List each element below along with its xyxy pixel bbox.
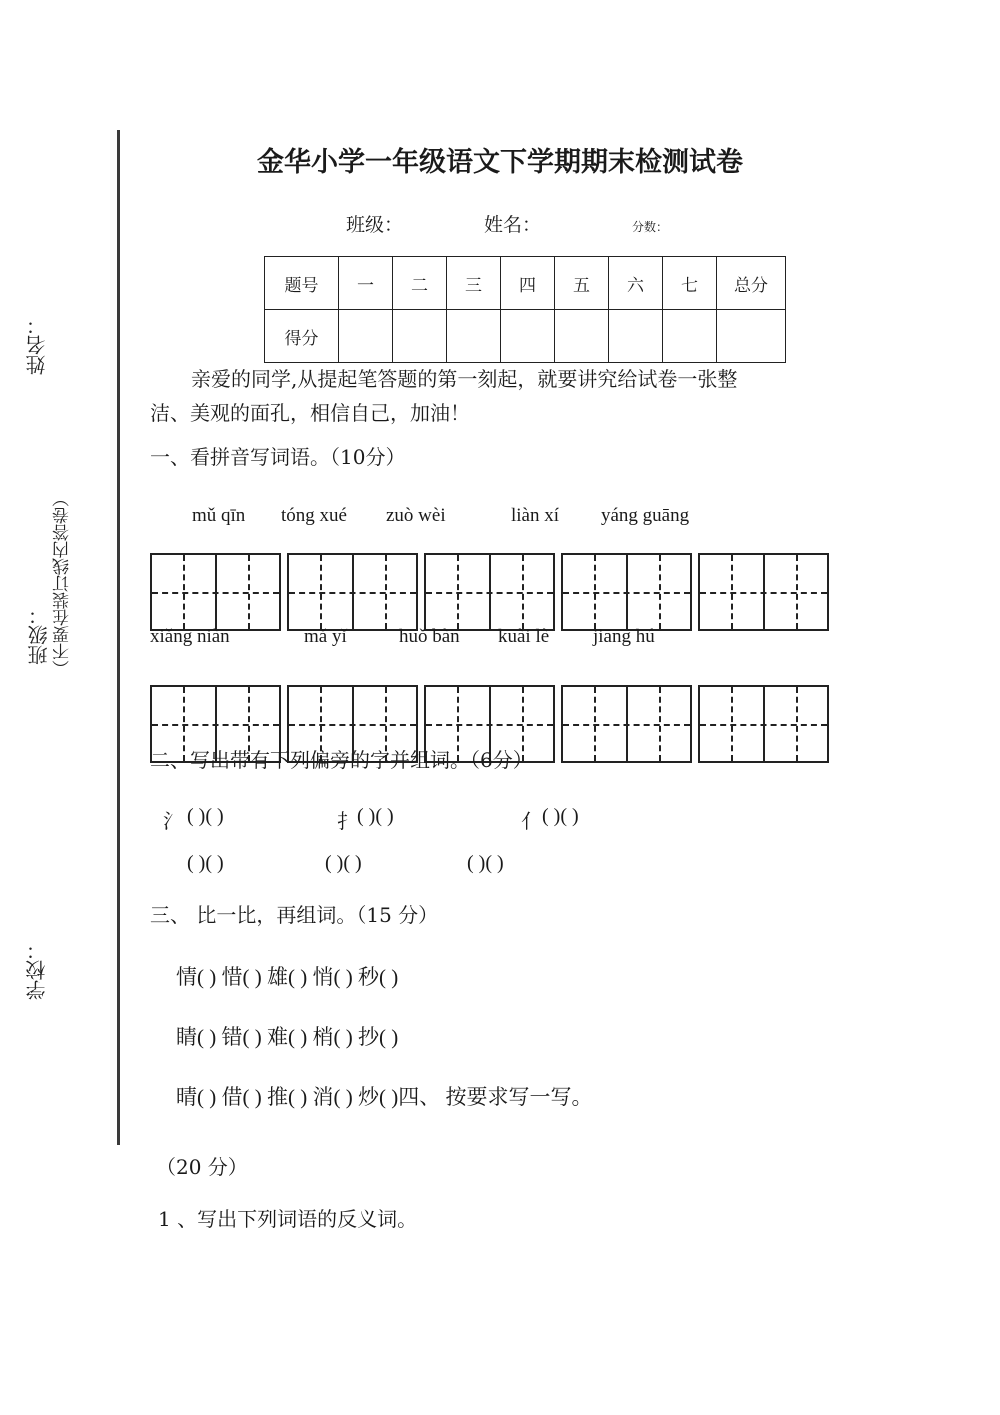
blank[interactable]: ( ) [242,965,262,989]
pinyin-4: liàn xí [511,505,560,526]
radical-blank[interactable]: ( )( ) [357,805,394,827]
char: 雄 [267,965,288,989]
section4-sub1: 1 、写出下列词语的反义词。 [158,1207,418,1231]
radical-hand: 扌 [337,811,357,833]
radical-person: 亻 [521,811,541,833]
blank[interactable]: ( ) [197,1085,217,1109]
pinyin-9: kuài lè [498,626,550,647]
blank[interactable]: ( ) [242,1085,262,1109]
pinyin-6: xiǎng niàn [150,626,230,647]
score-input-cell[interactable] [663,310,717,363]
char: 睛 [176,1025,197,1049]
pinyin-3: zuò wèi [386,505,446,526]
blank[interactable]: ( ) [197,1025,217,1049]
score-input-cell[interactable] [447,310,501,363]
binding-line [117,130,120,1145]
score-table [264,256,786,363]
score-input-cell[interactable] [555,310,609,363]
blank[interactable]: ( ) [288,1085,308,1109]
header-cell: 四 [501,257,555,310]
radical-blank[interactable]: ( )( ) [325,852,362,874]
score-label: 分数： [632,220,669,234]
char: 悄 [312,965,334,989]
blank[interactable]: ( ) [379,1085,399,1109]
writing-box[interactable] [561,685,692,763]
char: 借 [221,1085,243,1109]
char: 炒 [358,1085,379,1109]
writing-box[interactable] [698,685,829,763]
pinyin-2: tóng xué [281,505,347,526]
row-header-cell: 得分 [265,310,339,363]
score-input-cell[interactable] [393,310,447,363]
blank[interactable]: ( ) [288,1025,308,1049]
blank[interactable]: ( ) [379,965,399,989]
char: 秒 [358,965,379,989]
char: 消 [312,1085,334,1109]
score-input-cell[interactable] [717,310,786,363]
section3-heading: 三、 比一比，再组词。（15 分） [150,903,439,927]
header-cell: 二 [393,257,447,310]
blank[interactable]: ( ) [197,965,217,989]
char: 抄 [358,1025,379,1049]
header-cell: 一 [339,257,393,310]
pinyin-7: mǎ yǐ [304,626,347,647]
writing-box[interactable] [698,553,829,631]
blank[interactable]: ( ) [333,1025,353,1049]
radical-blank[interactable]: ( )( ) [542,805,579,827]
writing-box[interactable] [150,553,281,631]
score-table-header-row [265,257,786,310]
char: 难 [267,1025,288,1049]
intro-line-1: 亲爱的同学,从提起笔答题的第一刻起，就要讲究给试卷一张整 [191,367,738,391]
section1-heading: 一、看拼音写词语。（10分） [150,445,406,469]
compare-row-3 [176,1081,593,1111]
class-label: 班级： [346,214,404,236]
writing-grid-row-1 [150,553,829,631]
blank[interactable]: ( ) [333,965,353,989]
section2-heading: 二、写出带有下列偏旁的字并组词。（6分） [150,748,533,772]
header-cell: 总分 [717,257,786,310]
blank[interactable]: ( ) [333,1085,353,1109]
margin-name-label: 姓名： [25,315,49,375]
page-title: 金华小学一年级语文下学期期末检测试卷 [257,147,743,178]
header-cell: 题号 [265,257,339,310]
radical-water: 氵 [163,811,183,833]
score-table-score-row [265,310,786,363]
header-cell: 五 [555,257,609,310]
writing-box[interactable] [287,553,418,631]
header-cell: 三 [447,257,501,310]
compare-row-2 [176,1021,398,1051]
pinyin-1: mǔ qīn [192,505,246,526]
intro-line-2: 洁、美观的面孔，相信自己，加油！ [150,401,470,425]
writing-box[interactable] [424,553,555,631]
section4-heading: 四、 按要求写一写。 [398,1085,593,1109]
char: 推 [267,1085,288,1109]
char: 错 [221,1025,243,1049]
char: 梢 [312,1025,334,1049]
blank[interactable]: ( ) [242,1025,262,1049]
radical-blank[interactable]: ( )( ) [467,852,504,874]
margin-notice: （不要在装订线内答卷） [53,490,73,677]
score-input-cell[interactable] [609,310,663,363]
blank[interactable]: ( ) [379,1025,399,1049]
name-label: 姓名： [484,214,542,236]
pinyin-10: jiāng hú [593,626,655,647]
radical-blank[interactable]: ( )( ) [187,852,224,874]
score-input-cell[interactable] [501,310,555,363]
writing-box[interactable] [561,553,692,631]
margin-class-label: 班级： [27,605,51,665]
char: 晴 [176,1085,197,1109]
header-cell: 七 [663,257,717,310]
score-input-cell[interactable] [339,310,393,363]
char: 惜 [221,965,243,989]
margin-school-label: 学校： [25,940,49,1000]
radical-blank[interactable]: ( )( ) [187,805,224,827]
compare-row-1 [176,961,398,991]
char: 情 [176,965,197,989]
pinyin-5: yáng guāng [601,505,690,526]
header-cell: 六 [609,257,663,310]
section4-points: （20 分） [156,1155,248,1179]
blank[interactable]: ( ) [288,965,308,989]
pinyin-8: huǒ bàn [399,626,460,647]
